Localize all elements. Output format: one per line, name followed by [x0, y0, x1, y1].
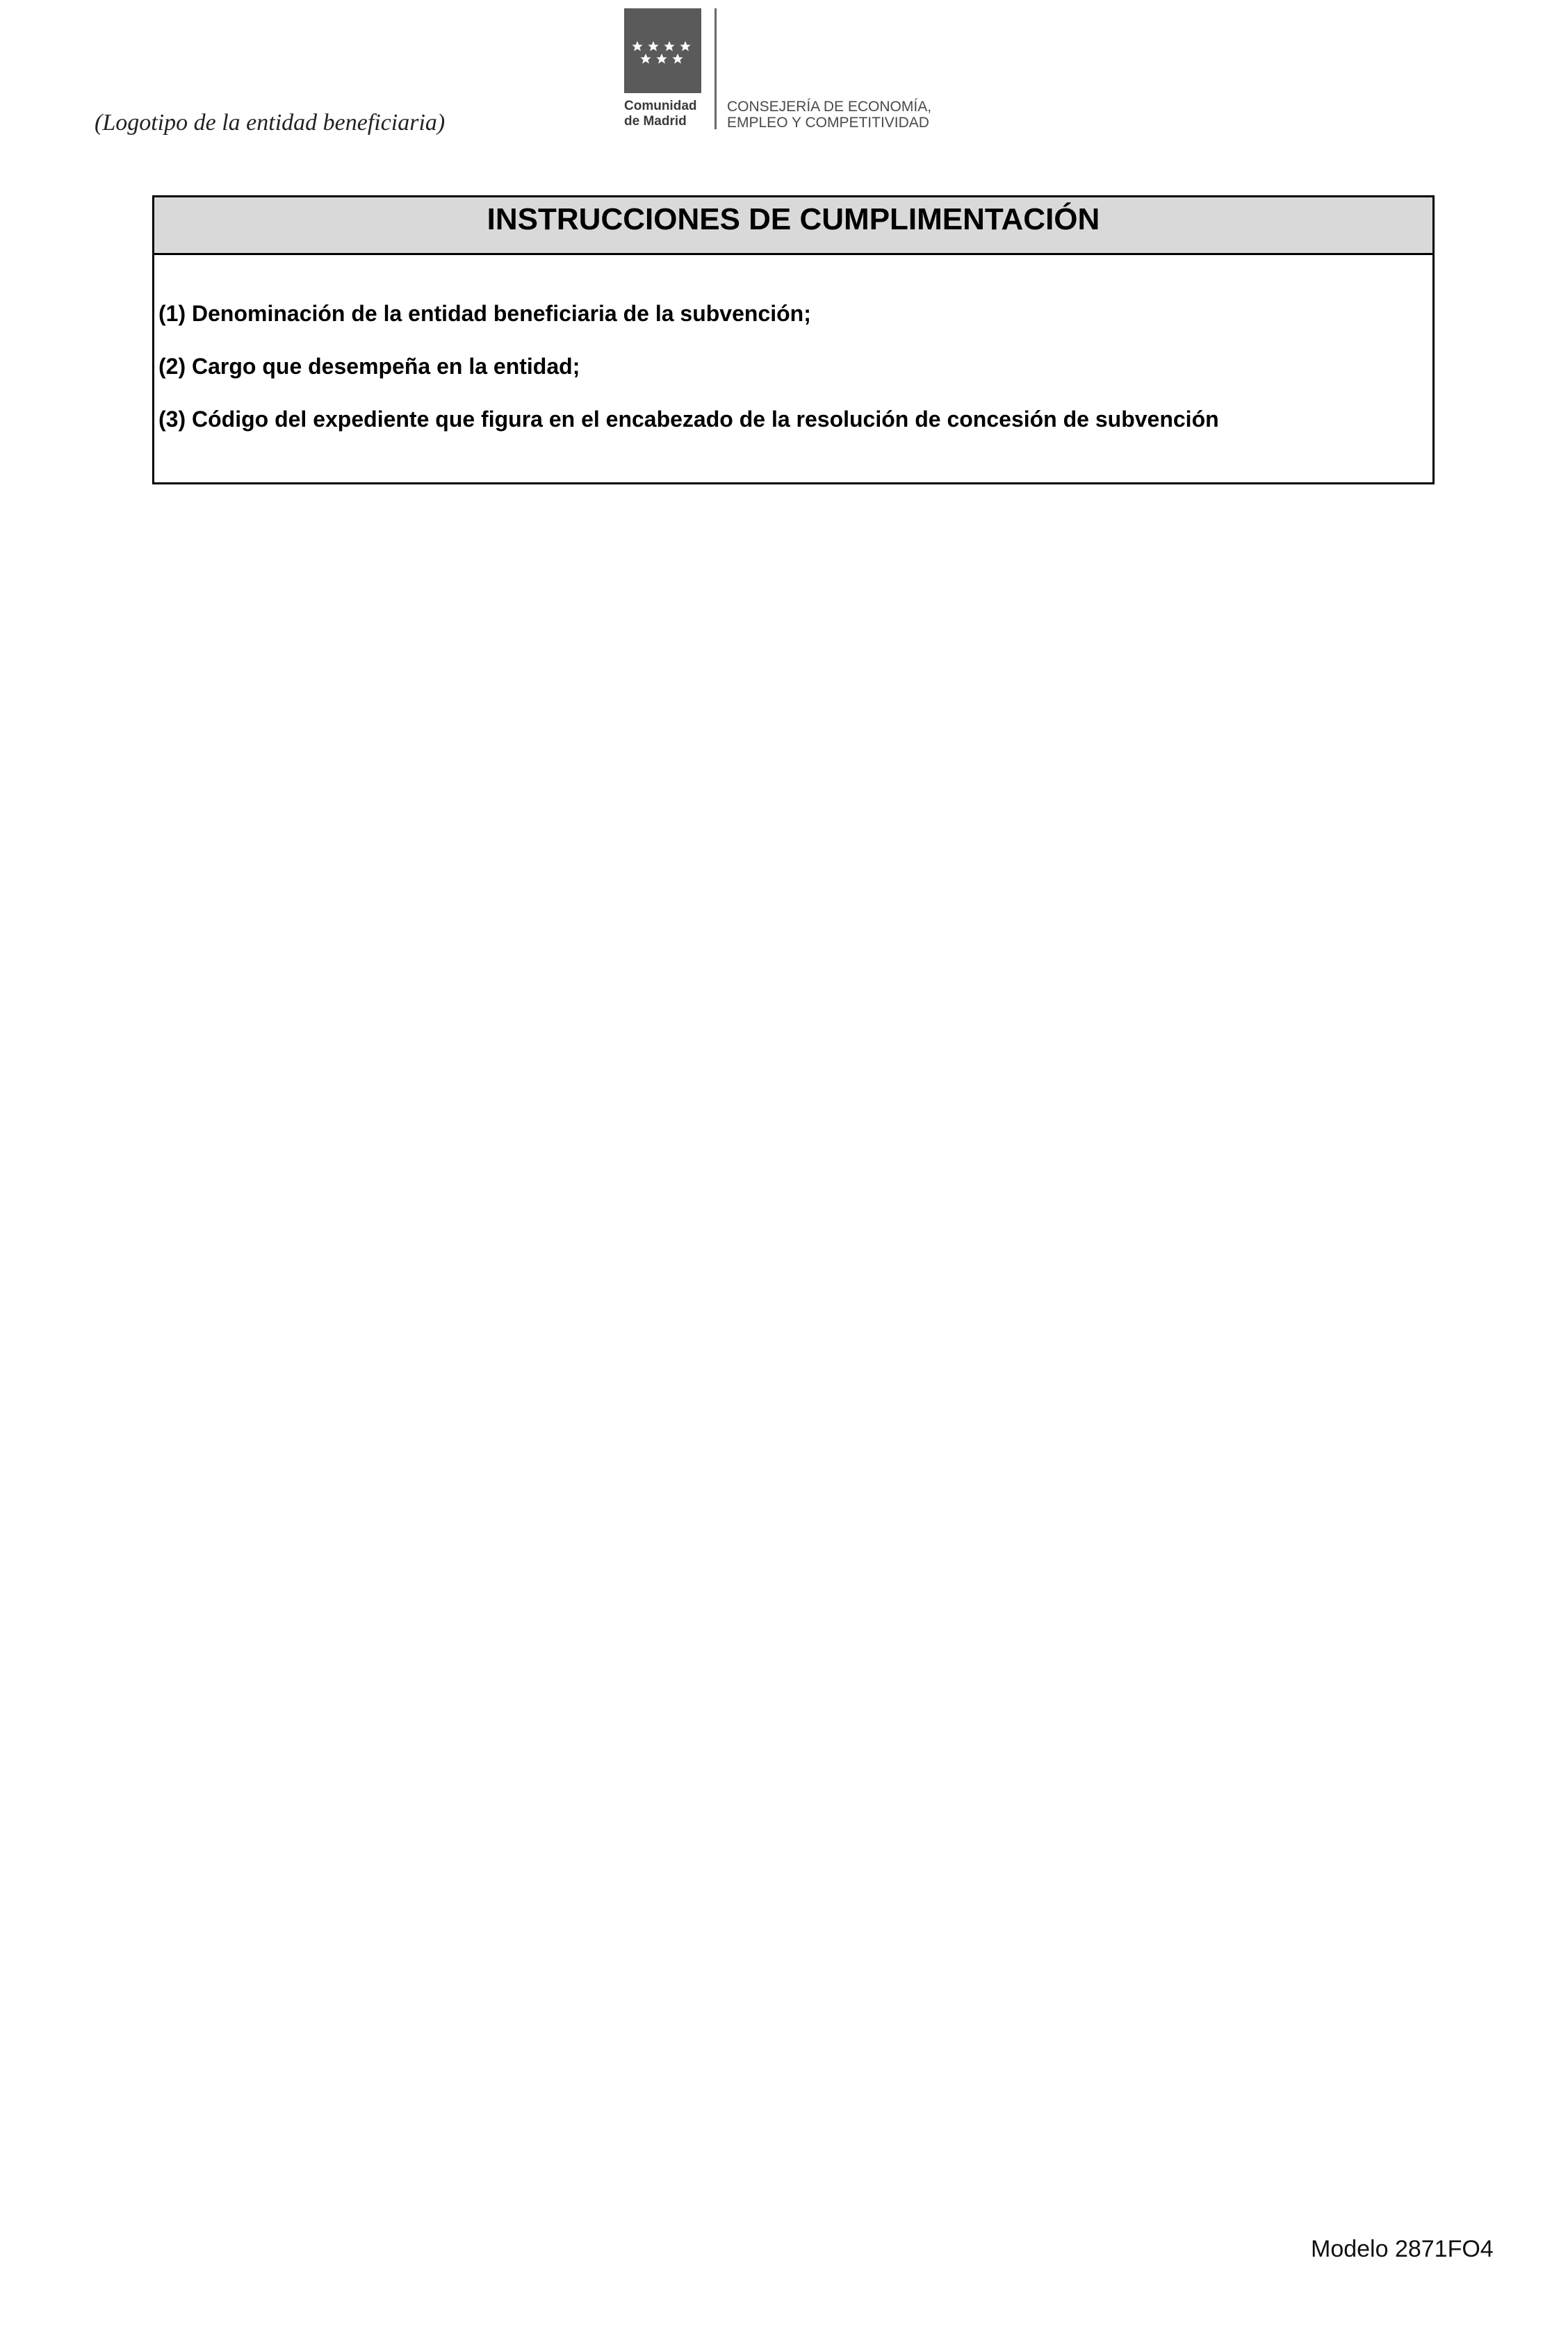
logo-divider	[714, 8, 717, 129]
instruction-item-3: (3) Código del expediente que figura en el encabezado de la resolución de concesión de subvención	[158, 407, 1219, 432]
department-name	[727, 99, 931, 131]
institution-name-line1: Comunidad	[624, 99, 697, 113]
instructions-list	[154, 255, 1432, 433]
institution-name	[624, 99, 697, 129]
madrid-stars-emblem-icon	[624, 8, 701, 93]
comunidad-madrid-logo	[624, 8, 944, 138]
institution-name-line2: de Madrid	[624, 114, 687, 129]
instruction-item-2: (2) Cargo que desempeña en la entidad;	[158, 354, 580, 379]
model-code: Modelo 2871FO4	[1311, 2236, 1494, 2262]
department-name-line1: CONSEJERÍA DE ECONOMÍA,	[727, 99, 932, 115]
instructions-box	[152, 195, 1435, 484]
department-name-line2: EMPLEO Y COMPETITIVIDAD	[727, 115, 929, 131]
instruction-item-1: (1) Denominación de la entidad beneficiaria de la subvención;	[158, 301, 811, 326]
instructions-title: INSTRUCCIONES DE CUMPLIMENTACIÓN	[154, 197, 1432, 255]
beneficiary-logo-placeholder: (Logotipo de la entidad beneficiaria)	[95, 110, 446, 136]
